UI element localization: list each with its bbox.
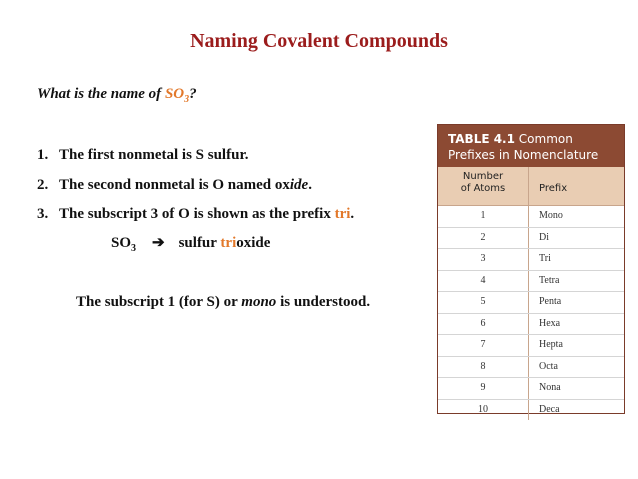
- step-number: 1.: [37, 147, 49, 163]
- question-compound: $SO_3$: [164, 86, 190, 105]
- step-emphasis: ide: [289, 177, 309, 193]
- note: The subscript 1 (for S) or mono is understood.: [76, 294, 371, 310]
- step-text: The second nonmetal is O named ox: [59, 177, 290, 193]
- table-row: [438, 400, 624, 421]
- table-cell-prefix: Tri: [539, 253, 551, 264]
- table-cell-number: 10: [438, 400, 529, 421]
- table-title: TABLE 4.1 Common Prefixes in Nomenclature: [438, 125, 624, 167]
- formula-prefix: tri: [220, 235, 237, 251]
- step-1: [37, 147, 248, 164]
- table-cell-number: 8: [438, 357, 529, 378]
- table-cell-prefix: Nona: [539, 382, 561, 393]
- table-row: [438, 357, 624, 379]
- slide-title: Naming Covalent Compounds: [190, 30, 448, 52]
- table-row: [438, 378, 624, 400]
- table-cell-prefix: Deca: [539, 403, 560, 415]
- formula-name-start: sulfur: [178, 235, 221, 251]
- formula-compound: SO: [111, 235, 132, 251]
- table-row: [438, 249, 624, 271]
- table-tag: TABLE 4.1: [448, 132, 515, 146]
- table-cell-number: 5: [438, 292, 529, 313]
- table-cell-number: 2: [438, 228, 529, 249]
- question-text: What is the name of: [37, 86, 165, 102]
- step-prefix-highlight: tri: [334, 206, 351, 222]
- table-cell-number: 6: [438, 314, 529, 335]
- table-cell-number: 3: [438, 249, 529, 270]
- step-2: 2. The second nonmetal is O named oxide.: [37, 177, 312, 193]
- table-column-headers: [438, 167, 624, 206]
- table-cell-prefix: Mono: [539, 210, 563, 221]
- table-cell-number: 7: [438, 335, 529, 356]
- question: What is the name of $SO_3$?: [37, 86, 197, 105]
- table-cell-prefix: Tetra: [539, 274, 560, 286]
- table-row: [438, 335, 624, 357]
- table-cell-prefix: Di: [539, 231, 549, 243]
- table-row: [438, 271, 624, 293]
- step-3: 3. The subscript 3 of O is shown as the prefix tri.: [37, 206, 355, 222]
- step-number: 3.: [37, 206, 49, 222]
- formula-name-end: oxide: [236, 235, 271, 251]
- prefix-table: [437, 124, 625, 414]
- step-number: 2.: [37, 177, 49, 193]
- note-emphasis: mono: [241, 294, 277, 310]
- table-cell-prefix: Hepta: [539, 339, 563, 350]
- step-text: The subscript 3 of O is shown as the prefix: [59, 206, 335, 222]
- table-cell-prefix: Octa: [539, 360, 558, 372]
- table-body: [438, 206, 624, 420]
- table-cell-number: 9: [438, 378, 529, 399]
- table-row: [438, 206, 624, 228]
- column-header-prefix: Prefix: [539, 183, 568, 194]
- table-row: [438, 292, 624, 314]
- table-cell-prefix: Penta: [539, 296, 562, 307]
- formula-line: $SO_3$ ➔ sulfur trioxide: [111, 235, 271, 254]
- table-row: [438, 228, 624, 250]
- step-text: The first nonmetal is S sulfur.: [59, 147, 249, 163]
- table-cell-number: 4: [438, 271, 529, 292]
- table-row: [438, 314, 624, 336]
- column-header-number: Number of Atoms: [438, 167, 529, 205]
- table-cell-number: 1: [438, 206, 529, 227]
- table-cell-prefix: Hexa: [539, 317, 561, 329]
- arrow-icon: ➔: [152, 235, 165, 251]
